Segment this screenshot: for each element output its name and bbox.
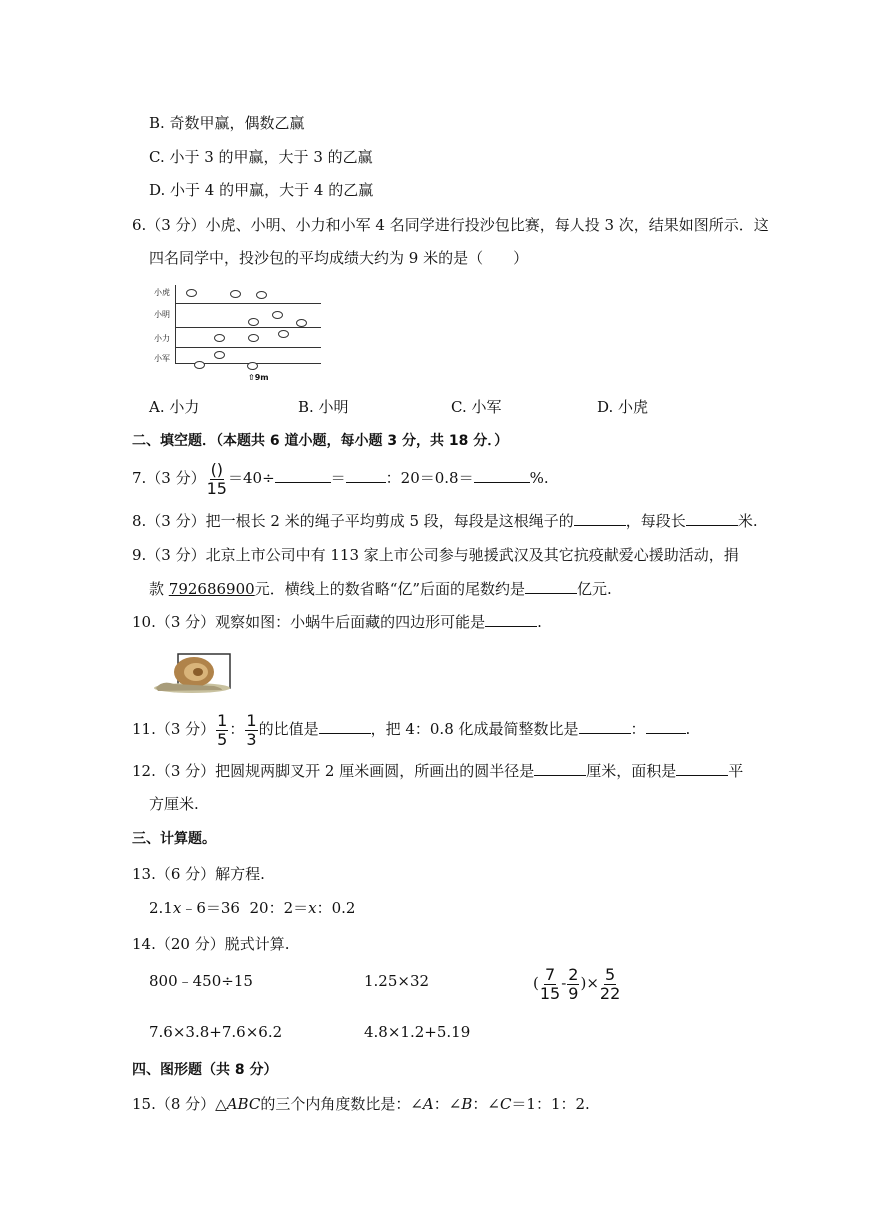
frac-denominator: 22 [599, 983, 621, 1003]
chart-row-divider [175, 347, 321, 348]
q12-line2: 方厘米. [149, 795, 199, 813]
q6-stem-line1: 6.（3 分）小虎、小明、小力和小军 4 名同学进行投沙包比赛，每人投 3 次，结果如图所示．这 [132, 216, 769, 234]
throw-mark [248, 318, 259, 326]
section-3-heading: 三、计算题。 [132, 831, 216, 847]
throw-mark [256, 291, 267, 299]
throw-mark [194, 361, 205, 369]
paren: ( [533, 974, 539, 992]
q11-fraction-2 [245, 712, 257, 749]
sandbag-throw-chart [152, 283, 324, 387]
snail-image [152, 652, 232, 694]
q15-text: 的三个内角度数比是：∠ [260, 1095, 423, 1113]
nine-meter-marker: ⇧9m [248, 373, 269, 382]
q11-blank-3[interactable] [646, 719, 686, 734]
q5-option-b: B. 奇数甲赢，偶数乙赢 [149, 114, 305, 132]
q13-equations [149, 898, 355, 918]
chart-row-divider [175, 303, 321, 304]
throw-mark [272, 311, 283, 319]
q7-text: ：20＝0.8＝ [385, 469, 474, 487]
throw-mark [186, 289, 197, 297]
q9-amount: 792686900 [168, 580, 255, 598]
section-4-heading: 四、图形题（共 8 分） [132, 1062, 278, 1078]
throw-mark [247, 362, 258, 370]
throw-mark [214, 351, 225, 359]
q14-expr-4: 7.6×3.8+7.6×6.2 [149, 1023, 283, 1041]
q13-eq1: ﹣6＝36 [181, 899, 240, 917]
frac-numerator: () [210, 459, 224, 479]
q13-eq1: 2.1 [149, 899, 173, 917]
q7-text: ＝ [330, 469, 346, 487]
q7-text: %. [529, 469, 549, 487]
variable-x: x [308, 899, 317, 917]
q10-text: . [537, 613, 542, 631]
frac-numerator: 7 [544, 964, 556, 984]
q14-fraction-1 [540, 966, 560, 1003]
q15-text: ：∠ [472, 1095, 500, 1113]
chart-row-label: 小军 [154, 354, 170, 363]
q6-option-a: A. 小力 [149, 398, 200, 416]
q15-text: 15.（8 分）△ [132, 1095, 227, 1113]
q7-fraction [207, 461, 227, 498]
q7-blank-1[interactable] [275, 468, 331, 483]
frac-denominator: 15 [206, 478, 227, 498]
q10-blank[interactable] [485, 612, 537, 627]
chart-row-label: 小虎 [154, 288, 170, 297]
q12-text: 12.（3 分）把圆规两脚叉开 2 厘米画圆，所画出的圆半径是 [132, 762, 535, 780]
q7-blank-2[interactable] [346, 468, 386, 483]
q14-title: 14.（20 分）脱式计算. [132, 935, 290, 953]
q5-option-c: C. 小于 3 的甲赢，大于 3 的乙赢 [149, 148, 373, 166]
q14-expr-2: 1.25×32 [364, 972, 430, 990]
q11-blank-1[interactable] [319, 719, 371, 734]
q9-text: 亿元. [577, 580, 612, 598]
q8 [132, 511, 758, 531]
throw-mark [296, 319, 307, 327]
frac-denominator: 9 [568, 983, 579, 1003]
q13-eq2: ：0.2 [316, 899, 356, 917]
q14-expr-1: 800﹣450÷15 [149, 972, 253, 990]
q15-text: ＝1：1：2. [511, 1095, 590, 1113]
minus: - [561, 974, 567, 992]
q8-text: ，每段长 [625, 512, 686, 530]
q8-blank-2[interactable] [686, 511, 738, 526]
q8-text: 米. [737, 512, 758, 530]
q6-option-d: D. 小虎 [597, 398, 649, 416]
q14-fraction-3 [600, 966, 620, 1003]
q13-title: 13.（6 分）解方程. [132, 865, 265, 883]
chart-axis [175, 285, 176, 363]
q13-eq2: 20：2＝ [249, 899, 309, 917]
frac-numerator: 5 [605, 964, 616, 984]
q12-blank-1[interactable] [534, 761, 586, 776]
q9-line1: 9.（3 分）北京上市公司中有 113 家上市公司参与驰援武汉及其它抗疫献爱心援助活动，捐 [132, 546, 739, 564]
q9-line2 [149, 579, 612, 599]
q7 [132, 458, 549, 498]
q11-text: . [685, 720, 691, 738]
q8-text: 8.（3 分）把一根长 2 米的绳子平均剪成 5 段，每段是这根绳子的 [132, 512, 574, 530]
q6-option-c: C. 小军 [451, 398, 502, 416]
throw-mark [214, 334, 225, 342]
chart-row-label: 小明 [154, 310, 170, 319]
frac-numerator: 1 [217, 710, 228, 730]
q6-stem-line2: 四名同学中，投沙包的平均成绩大约为 9 米的是（ ） [149, 249, 529, 267]
frac-denominator: 3 [246, 729, 257, 749]
q6-option-b: B. 小明 [298, 398, 349, 416]
throw-mark [278, 330, 289, 338]
q9-blank[interactable] [525, 579, 577, 594]
triangle-name: ABC [226, 1095, 261, 1113]
angle-a: A [422, 1095, 434, 1113]
q12-blank-2[interactable] [676, 761, 728, 776]
q12-line1 [132, 761, 743, 781]
frac-denominator: 5 [217, 729, 228, 749]
variable-x: x [172, 899, 182, 917]
frac-numerator: 2 [568, 964, 579, 984]
paren: ) [580, 974, 587, 992]
chart-row-label: 小力 [154, 334, 170, 343]
times: × [586, 974, 599, 992]
q11 [132, 709, 690, 749]
chart-row-divider [175, 327, 321, 328]
q9-text: 元．横线上的数省略“亿”后面的尾数约是 [254, 580, 526, 598]
q14-expr-3 [533, 963, 621, 1003]
q12-text: 厘米，面积是 [586, 762, 677, 780]
q11-colon: ： [229, 720, 245, 738]
angle-c: C [499, 1095, 512, 1113]
q7-prefix: 7.（3 分） [132, 469, 206, 487]
q11-blank-2[interactable] [579, 719, 631, 734]
q11-text: ： [630, 720, 646, 738]
q14-fraction-2 [567, 966, 579, 1003]
q9-text: 款 [149, 580, 169, 598]
frac-numerator: 1 [246, 710, 257, 730]
angle-b: B [461, 1095, 473, 1113]
section-2-heading: 二、填空题．（本题共 6 道小题，每小题 3 分，共 18 分．） [132, 433, 509, 449]
q15-text: ：∠ [433, 1095, 462, 1113]
q11-text: 的比值是 [258, 720, 319, 738]
q11-text: ，把 4：0.8 化成最简整数比是 [370, 720, 579, 738]
q7-text: ＝40÷ [227, 469, 275, 487]
snail-shell-center [193, 668, 203, 676]
throw-mark [248, 334, 259, 342]
frac-denominator: 15 [539, 983, 561, 1003]
q12-text: 平 [728, 762, 744, 780]
q11-prefix: 11.（3 分） [132, 720, 216, 738]
q14-expr-5: 4.8×1.2+5.19 [364, 1023, 471, 1041]
q8-blank-1[interactable] [574, 511, 626, 526]
q7-blank-3[interactable] [474, 468, 530, 483]
throw-mark [230, 290, 241, 298]
q11-fraction-1 [216, 712, 228, 749]
q5-option-d: D. 小于 4 的甲赢，大于 4 的乙赢 [149, 181, 374, 199]
q10-text: 10.（3 分）观察如图：小蜗牛后面藏的四边形可能是 [132, 613, 486, 631]
q10 [132, 612, 542, 632]
q15 [132, 1094, 590, 1114]
